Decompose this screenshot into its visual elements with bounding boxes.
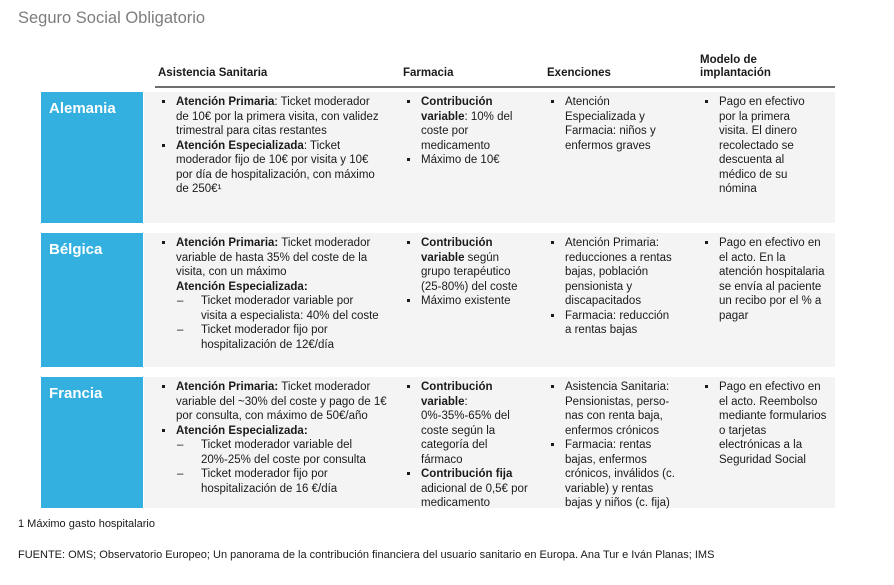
list-item-text: Ticket moderador variable por visita a especialista: 40% del coste (201, 295, 379, 322)
list-item (548, 438, 678, 511)
list-item (159, 139, 381, 197)
list-item (702, 95, 820, 197)
bullet-list (404, 95, 529, 168)
header-modelo-line2: implantación (700, 67, 771, 79)
list-item-text: adicional de 0,5€ por medicamento (421, 482, 528, 509)
list-item-text: según grupo terapéutico (25-80%) del coste (421, 251, 518, 293)
list-item-text: Farmacia: reducción a rentas bajas (565, 309, 670, 336)
footnote: 1 Máximo gasto hospitalario (18, 518, 155, 530)
list-item (159, 236, 381, 280)
list-item-text: Pago en efectivo en el acto. En la atención hospitalaria se envía al paciente un recibo por el % a pagar (719, 237, 825, 322)
list-item (404, 95, 529, 153)
list-item (404, 380, 529, 467)
bullet-list (159, 380, 389, 496)
list-item (548, 380, 678, 438)
list-item-text: Pago en efectivo por la primera visita. El dinero recolectado se descuenta al médico de su nómina (719, 96, 805, 195)
list-item-text: : Ticket moderador fijo de 10€ por visita y 10€ por día de hospitalización, con máximo de 250€¹ (176, 139, 375, 195)
list-item (404, 236, 529, 294)
bullet-list (159, 236, 381, 352)
list-item (159, 380, 389, 424)
list-item-bold: Atención Primaria: (176, 381, 279, 393)
cell-belgica-modelo (702, 236, 826, 323)
list-item-text: Ticket moderador fijo por hospitalización de 16 €/día (201, 468, 338, 495)
list-item-text: : Ticket moderador de 10€ por la primera visita, con validez trimestral para citas restantes (176, 96, 379, 137)
cell-belgica-farmacia (404, 236, 529, 309)
list-item-bold: Contribución variable (421, 237, 493, 264)
list-item (159, 294, 381, 323)
list-item (159, 438, 389, 467)
header-modelo-line1: Modelo de (700, 54, 757, 66)
list-item-text: Ticket moderador fijo por hospitalización de 12€/día (201, 324, 334, 351)
list-item-text: Farmacia: rentas bajas, enfermos crónicos, inválidos (c. variable) y rentas bajas y niños (c. fija) (565, 439, 675, 509)
list-item-bold: Atención Especializada (176, 139, 304, 152)
list-item (404, 153, 529, 168)
list-item-bold: Atención Especializada: (176, 424, 308, 437)
header-modelo (700, 54, 771, 80)
source-note: FUENTE: OMS; Observatorio Europeo; Un panorama de la contribución financiera del usuario sanitario en Europa. Ana Tur e Iván Planas; IMS (18, 549, 715, 561)
list-item (548, 95, 673, 153)
list-item-text: Ticket moderador variable del 20%-25% del coste por consulta (201, 439, 366, 466)
list-item (159, 467, 389, 496)
list-item (159, 95, 381, 139)
list-item-bold: Atención Primaria: (176, 237, 279, 249)
cell-francia-farmacia (404, 380, 529, 511)
header-asistencia: Asistencia Sanitaria (158, 67, 268, 79)
page-title: Seguro Social Obligatorio (18, 9, 206, 27)
bullet-list (548, 236, 673, 338)
cell-francia-modelo (702, 380, 830, 467)
cell-alemania-farmacia (404, 95, 529, 168)
list-item (702, 236, 826, 323)
list-item-text: : 0%-35%-65% del coste según la categoría del fármaco (421, 395, 510, 466)
cell-belgica-exenciones (548, 236, 673, 338)
list-item-bold: Atención Especializada: (176, 280, 308, 293)
list-item-bold: Contribución variable (421, 96, 493, 123)
list-item-text: Máximo de 10€ (421, 154, 500, 166)
header-exenciones: Exenciones (547, 67, 611, 79)
bullet-list (702, 236, 826, 323)
list-item-text: Asistencia Sanitaria: Pensionistas, perso-nas con renta baja, enfermos crónicos (565, 381, 670, 437)
list-item-bold: Contribución variable (421, 381, 493, 408)
bullet-list (404, 236, 529, 309)
bullet-list (548, 95, 673, 153)
country-alemania: Alemania (41, 92, 143, 223)
bullet-list (404, 380, 529, 511)
country-belgica: Bélgica (41, 233, 143, 367)
list-item (548, 309, 673, 338)
list-item-text: Ticket moderador variable del ~30% del coste y pago de 1€ por consulta, con máximo de 50€/año (176, 381, 387, 422)
bullet-list (702, 95, 820, 197)
bullet-list (548, 380, 678, 511)
bullet-list (159, 95, 381, 197)
list-item (404, 467, 529, 511)
list-item (159, 424, 389, 439)
list-item (548, 236, 673, 309)
list-item-text: : 10% del coste por medicamento (421, 110, 513, 152)
cell-francia-exenciones (548, 380, 678, 511)
cell-alemania-exenciones (548, 95, 673, 153)
list-item (159, 323, 381, 352)
bullet-list (702, 380, 830, 467)
country-francia: Francia (41, 377, 143, 508)
list-item-bold: Atención Primaria (176, 96, 275, 108)
cell-belgica-asistencia (159, 236, 381, 352)
cell-alemania-asistencia (159, 95, 381, 197)
header-farmacia: Farmacia (403, 67, 454, 79)
header-divider (155, 86, 835, 88)
cell-francia-asistencia (159, 380, 389, 496)
list-item-text: Atención Especializada y Farmacia: niños y enfermos graves (565, 96, 656, 152)
list-item-text: Ticket moderador variable de hasta 35% del coste de la visita, con un máximo (176, 237, 371, 278)
list-item-text: Máximo existente (421, 295, 511, 307)
list-item-bold: Contribución fija (421, 468, 513, 480)
list-item-text: Pago en efectivo en el acto. Reembolso mediante formularios o tarjetas electrónicas a la Seguridad Social (719, 381, 827, 466)
list-item (702, 380, 830, 467)
list-item (404, 294, 529, 309)
list-item (159, 280, 381, 295)
list-item-text: Atención Primaria: reducciones a rentas bajas, población pensionista y discapacitados (565, 237, 672, 307)
cell-alemania-modelo (702, 95, 820, 197)
